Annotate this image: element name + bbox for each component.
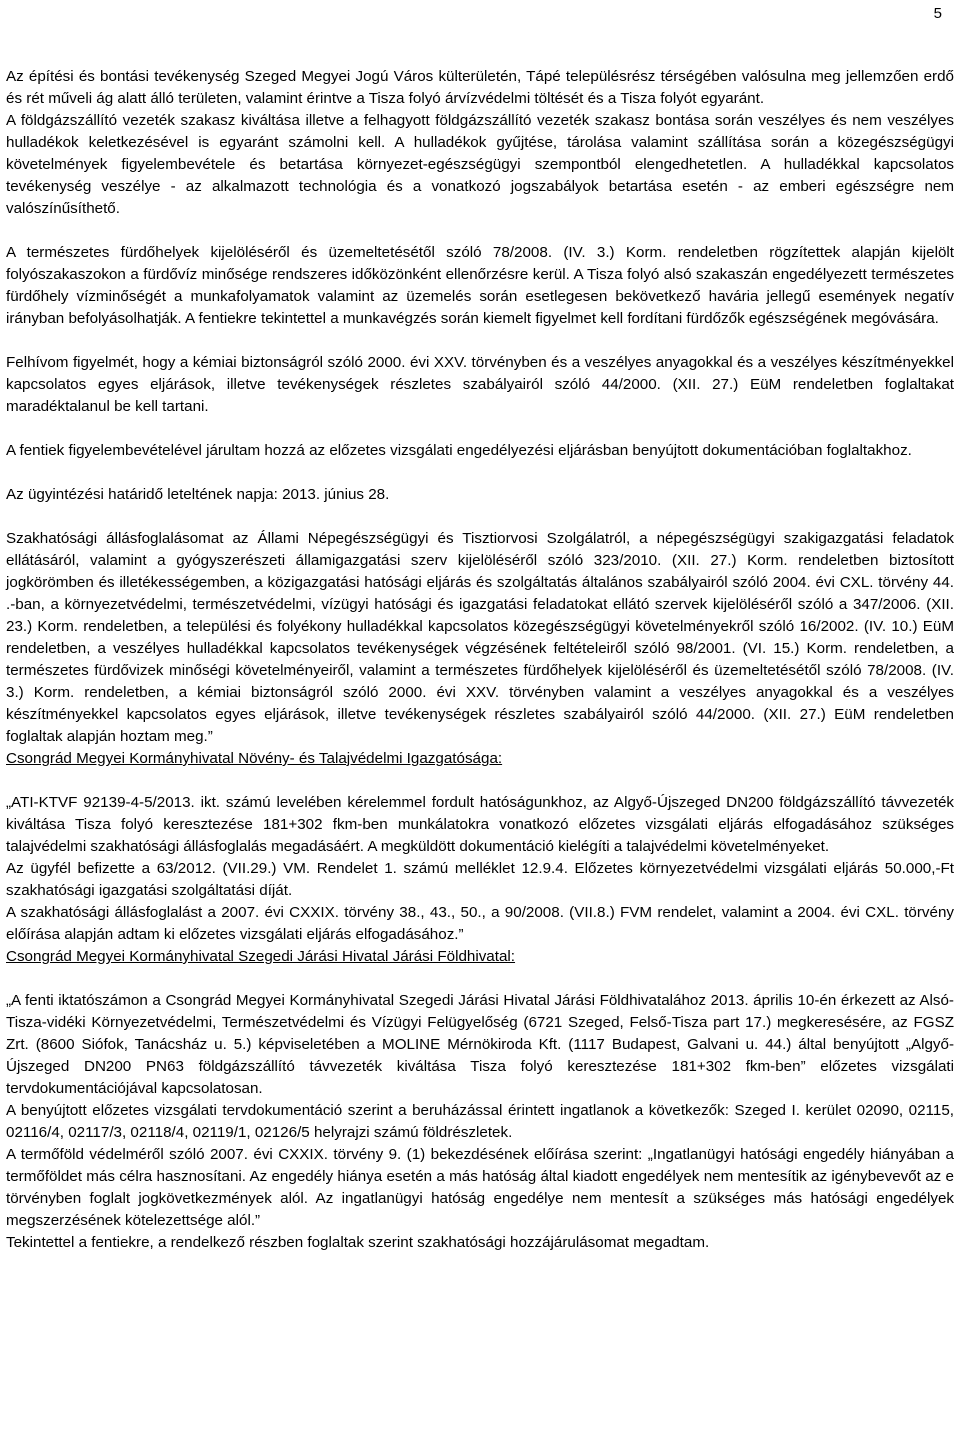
paragraph-location: Az építési és bontási tevékenység Szeged Megyei Jogú Város külterületén, Tápé településrész térségében valósulna meg jellemzően erdő és rét műveli ág alatt álló területen, valamint érintve a Tisza folyó árvízvédelmi töltését és a Tisza folyót egyaránt.	[6, 68, 954, 107]
paragraph-soil-request: „ATI-KTVF 92139-4-5/2013. ikt. számú levelében kérelemmel fordult hatóságunkhoz, az Algyő-Újszeged DN200 földgázszállító távvezeték kiváltása Tisza folyó keresztezése 181+302 fkm-ben munkálatokra vonatkozó előzetes vizsgálati eljárás elfogadásához szükséges talajvédelmi szakhatósági állásfoglalás megadásáért. A megküldött dokumentáció kielégíti a talajvédelmi követelményeket.	[6, 794, 954, 855]
paragraph-soil-legal: A szakhatósági állásfoglalást a 2007. évi CXXIX. törvény 38., 43., 50., a 90/2008. (VII.8.) FVM rendelet, valamint a 2004. évi CXL. törvény előírása alapján adtam ki előzetes vizsgálati eljárás elfogadásához.”	[6, 904, 954, 943]
paragraph-land-request: „A fenti iktatószámon a Csongrád Megyei Kormányhivatal Szegedi Járási Hivatal Járási Földhivatalához 2013. április 10-én érkezett az Alsó-Tisza-vidéki Környezetvédelmi, Természetvédelmi és Vízügyi Felügyelőség (6721 Szeged, Felső-Tisza part 17.) megkeresésére, az FGSZ Zrt. (8600 Siófok, Tanácsház u. 5.) képviseletében a MOLINE Mérnökiroda Kft. (1117 Budapest, Galvani u. 44.) által benyújtott „Algyő-Újszeged DN200 PN63 földgázszállító távvezeték kiváltása Tisza folyó keresztezése 181+302 fkm-ben” előzetes vizsgálati tervdokumentációjával kapcsolatosan.	[6, 992, 954, 1097]
paragraph-consent: A fentiek figyelembevételével járultam hozzá az előzetes vizsgálati engedélyezési eljárásban benyújtott dokumentációban foglaltakhoz.	[6, 442, 912, 459]
section-heading-soil-protection: Csongrád Megyei Kormányhivatal Növény- és Talajvédelmi Igazgatósága:	[6, 750, 503, 767]
paragraph-bathing-water: A természetes fürdőhelyek kijelöléséről és üzemeltetésétől szóló 78/2008. (IV. 3.) Korm. rendeletben rögzítettek alapján kijelölt folyószakaszokon a fürdővíz minősége rendszeres időközönként ellenőrzésre kerül. A Tisza folyó alsó szakaszán engedélyezett természetes fürdőhely vízminőségét a munkafolyamatok valamint az üzemelés során esetlegesen bekövetkező havária jellegű események negatív irányban befolyásolhatják. A fentiekre tekintettel a munkavégzés során kiemelt figyelmet kell fordítani fürdőzők egészségének megóvására.	[6, 244, 954, 327]
paragraph-deadline: Az ügyintézési határidő leteltének napja: 2013. június 28.	[6, 486, 390, 503]
paragraph-legal-basis: Szakhatósági állásfoglalásomat az Állami Népegészségügyi és Tisztiorvosi Szolgálatról, a népegészségügyi szakigazgatási feladatok ellátásáról, valamint a gyógyszerészeti államigazgatási szerv kijelöléséről szóló 323/2010. (XII. 27.) Korm. rendeletben biztosított jogkörömben és illetékességemben, a közigazgatási hatósági eljárás és szolgáltatás általános szabályairól szóló 2004. évi CXL. törvény 44. .-ban, a környezetvédelmi, természetvédelmi, vízügyi hatósági és igazgatási feladatokat ellátó szervek kijelöléséről szóló a 347/2006. (XII. 23.) Korm. rendeletben, a települési és folyékony hulladékkal kapcsolatos közegészségügyi követelményekről szóló 16/2002. (IV. 10.) EüM rendeletben, a veszélyes hulladékkal kapcsolatos tevékenységek végzésének feltételeiről szóló 98/2001. (VI. 15.) Korm. rendeletben, a természetes fürdővizek minőségi követelményeiről, valamint a természetes fürdőhelyek kijelöléséről és üzemeltetésétől szóló 78/2008. (IV. 3.) Korm. rendeletben, a kémiai biztonságról szóló 2000. évi XXV. törvényben valamint a veszélyes anyagokkal és a veszélyes készítményekkel kapcsolatos egyes eljárások, illetve tevékenységek részletes szabályairól szóló 44/2000. (XII. 27.) EüM rendeletben foglaltak alapján hoztam meg.”	[6, 530, 954, 745]
document-body	[6, 66, 954, 1254]
section-heading-land-office: Csongrád Megyei Kormányhivatal Szegedi Járási Hivatal Járási Földhivatal:	[6, 948, 516, 965]
paragraph-land-law: A termőföld védelméről szóló 2007. évi CXXIX. törvény 9. (1) bekezdésének előírása szerint: „Ingatlanügyi hatósági engedély hiányában a termőföldet más célra hasznosítani. Az engedély hiánya esetén a más hatóság által kiadott engedélyek nem mentesítik az igénybevevőt az e törvényben foglalt jogkövetkezmények alól. Az ingatlanügyi hatóság engedélye nem mentesít a szükséges más hatósági engedélyek megszerzésének kötelezettsége alól.”	[6, 1146, 954, 1229]
paragraph-chemical-safety: Felhívom figyelmét, hogy a kémiai biztonságról szóló 2000. évi XXV. törvényben és a veszélyes anyagokkal és a veszélyes készítményekkel kapcsolatos egyes eljárások, illetve tevékenységek részletes szabályairól szóló 44/2000. (XII. 27.) EüM rendeletben foglaltakat maradéktalanul be kell tartani.	[6, 354, 954, 415]
paragraph-parcels: A benyújtott előzetes vizsgálati tervdokumentáció szerint a beruházással érintett ingatlanok a következők: Szeged I. kerület 02090, 02115, 02116/4, 02117/3, 02118/4, 02119/1, 02126/5 helyrajzi számú földrészletek.	[6, 1102, 954, 1141]
paragraph-conclusion: Tekintettel a fentiekre, a rendelkező részben foglaltak szerint szakhatósági hozzájárulásomat megadtam.	[6, 1234, 710, 1251]
paragraph-fee: Az ügyfél befizette a 63/2012. (VII.29.) VM. Rendelet 1. számú melléklet 12.9.4. Előzetes környezetvédelmi vizsgálati eljárás 50.000,-Ft szakhatósági igazgatási szolgáltatási díját.	[6, 860, 954, 899]
page-number: 5	[933, 5, 942, 22]
paragraph-waste: A földgázszállító vezeték szakasz kiváltása illetve a felhagyott földgázszállító vezeték szakasz bontása során veszélyes és nem veszélyes hulladékok keletkezésével is egyaránt számolni kell. A hulladékok gyűjtése, tárolása valamint szállítása során a közegészségügyi követelmények figyelembevétele és betartása környezet-egészségügyi szempontból elengedhetetlen. A hulladékkal kapcsolatos tevékenység veszélye - az alkalmazott technológia és a vonatkozó jogszabályok betartása esetén - az emberi egészségre nem valószínűsíthető.	[6, 112, 954, 217]
